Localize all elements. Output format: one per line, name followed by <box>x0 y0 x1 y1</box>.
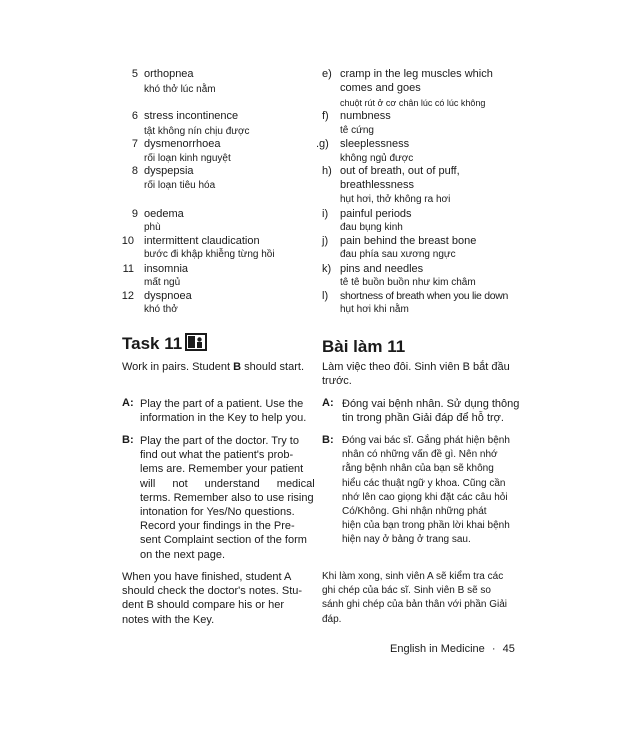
item-translation: rối loạn kinh nguyệt <box>144 153 231 164</box>
item-letter: .g) <box>316 138 329 150</box>
intro-vi-line: trước. <box>322 375 352 388</box>
role-line: find out what the patient's prob- <box>140 449 294 462</box>
item-term: intermittent claudication <box>144 235 260 247</box>
item-letter: h) <box>322 165 332 177</box>
intro-student-b: B <box>233 361 242 373</box>
item-number: 7 <box>131 138 138 150</box>
role-label: B: <box>322 434 334 446</box>
page-number: 45 <box>502 643 515 655</box>
item-definition-cont: breathlessness <box>340 179 414 191</box>
item-definition: cramp in the leg muscles which <box>340 68 493 80</box>
paragraph-line: should check the doctor's notes. Stu- <box>122 585 303 598</box>
item-letter: l) <box>322 290 329 302</box>
item-term: dysmenorrhoea <box>144 138 221 150</box>
item-translation: khó thở lúc nằm <box>144 84 216 95</box>
item-translation: đau bụng kinh <box>340 222 403 233</box>
item-definition-cont: comes and goes <box>340 82 421 94</box>
pair-work-icon <box>185 333 207 351</box>
role-label: B: <box>122 434 134 446</box>
item-translation: khó thở <box>144 304 178 315</box>
item-definition: pain behind the breast bone <box>340 235 477 247</box>
role-line: hiện nay ở bảng ở trang sau. <box>342 534 471 546</box>
role-line: on the next page. <box>140 548 226 561</box>
after-paragraph-vi <box>322 570 507 627</box>
item-translation: tật không nín chịu được <box>144 126 250 137</box>
item-number: 5 <box>131 68 138 80</box>
paragraph-line: When you have finished, student A <box>122 571 292 583</box>
item-translation: phù <box>144 222 161 233</box>
role-line: tin trong phần Giải đáp để hỗ trợ. <box>342 412 504 425</box>
role-line: will not understand medical <box>140 477 315 490</box>
intro-text: Work in pairs. Student <box>122 361 234 373</box>
role-line: hiện của bạn trong phần lời khai bệnh <box>342 520 510 532</box>
item-number: 9 <box>131 208 138 220</box>
task-title-vi: Bài làm 11 <box>322 337 406 356</box>
item-term: stress incontinence <box>144 110 239 122</box>
item-translation: đau phía sau xương ngực <box>340 249 456 260</box>
role-line: Đóng vai bệnh nhân. Sử dụng thông <box>342 398 520 410</box>
role-line: nhớ lên cao giọng khi đặt các câu hỏi <box>342 491 508 503</box>
after-paragraph-en <box>122 570 302 627</box>
item-translation: mất ngủ <box>144 277 181 288</box>
intro-vi-line: Làm việc theo đôi. Sinh viên B bắt đầu <box>322 361 510 373</box>
item-definition: numbness <box>340 110 391 122</box>
role-line: sent Complaint section of the form <box>140 534 307 547</box>
role-line: nhân có những vấn đề gì. Nên nhớ <box>342 449 498 461</box>
role-line: hiểu các thuật ngữ y khoa. Cũng cần <box>342 477 506 489</box>
item-letter: f) <box>322 110 329 122</box>
paragraph-line: ghi chép của bác sĩ. Sinh viên B sẽ so <box>322 585 491 597</box>
item-translation: bước đi khập khiễng từng hồi <box>144 249 275 260</box>
task-title-en <box>122 333 207 354</box>
task-title-text: Task 11 <box>122 334 183 353</box>
item-letter: e) <box>322 68 332 80</box>
item-translation: hụt hơi, thở không ra hơi <box>340 194 451 205</box>
role-line: information in the Key to help you. <box>140 412 307 425</box>
item-number: 10 <box>121 235 134 247</box>
paragraph-line: notes with the Key. <box>122 613 215 626</box>
role-label: A: <box>322 397 334 409</box>
item-letter: k) <box>322 263 332 275</box>
paragraph-line: sánh ghi chép của bản thân với phần Giải <box>322 599 508 611</box>
role-line: Có/Không. Ghi nhận những phát <box>342 506 487 518</box>
paragraph-line: đáp. <box>322 613 342 625</box>
item-term: dyspnoea <box>144 290 192 302</box>
intro-text-end: should start. <box>241 361 305 373</box>
item-translation: chuột rút ở cơ chân lúc có lúc không <box>340 98 486 108</box>
role-text <box>140 434 315 562</box>
footer-separator: · <box>491 643 496 655</box>
item-letter: i) <box>322 208 329 220</box>
page-footer <box>390 643 515 655</box>
task-intro-en <box>122 360 304 374</box>
item-number: 11 <box>122 263 134 275</box>
paragraph-line: dent B should compare his or her <box>122 599 285 612</box>
item-term: orthopnea <box>144 68 194 80</box>
item-translation: không ngủ được <box>340 153 414 164</box>
role-line: Play the part of a patient. Use the <box>140 398 304 410</box>
item-translation: tê cứng <box>340 125 374 136</box>
item-term: oedema <box>144 208 184 220</box>
role-line: Đóng vai bác sĩ. Gắng phát hiện bệnh <box>342 435 510 446</box>
role-line: intonation for Yes/No questions. <box>140 506 295 519</box>
role-line: Play the part of the doctor. Try to <box>140 435 299 447</box>
footer-book-title: English in Medicine <box>390 643 485 655</box>
role-line: terms. Remember also to use rising <box>140 491 314 504</box>
role-line: lems are. Remember your patient <box>140 463 304 476</box>
item-translation: tê tê buồn buồn như kim châm <box>340 277 476 288</box>
item-number: 6 <box>131 110 138 122</box>
item-translation: hụt hơi khi nằm <box>340 304 409 315</box>
item-term: insomnia <box>144 263 189 275</box>
item-definition: painful periods <box>340 208 412 220</box>
role-line: rằng bệnh nhân của bạn sẽ không <box>342 463 494 475</box>
role-text <box>342 434 510 548</box>
item-definition: out of breath, out of puff, <box>340 165 460 177</box>
item-definition: pins and needles <box>340 263 424 275</box>
item-letter: j) <box>322 235 329 247</box>
item-term: dyspepsia <box>144 165 194 177</box>
task-intro-vi <box>322 360 510 388</box>
item-definition: sleeplessness <box>340 138 410 150</box>
item-definition: shortness of breath when you lie down <box>340 290 509 302</box>
role-text <box>342 397 519 425</box>
item-number: 8 <box>131 165 138 177</box>
role-line: Record your findings in the Pre- <box>140 520 295 533</box>
role-label: A: <box>122 397 134 409</box>
paragraph-line: Khi làm xong, sinh viên A sẽ kiểm tra các <box>322 571 504 582</box>
role-text <box>140 397 306 425</box>
item-number: 12 <box>121 290 134 302</box>
item-translation: rối loạn tiêu hóa <box>144 180 216 191</box>
